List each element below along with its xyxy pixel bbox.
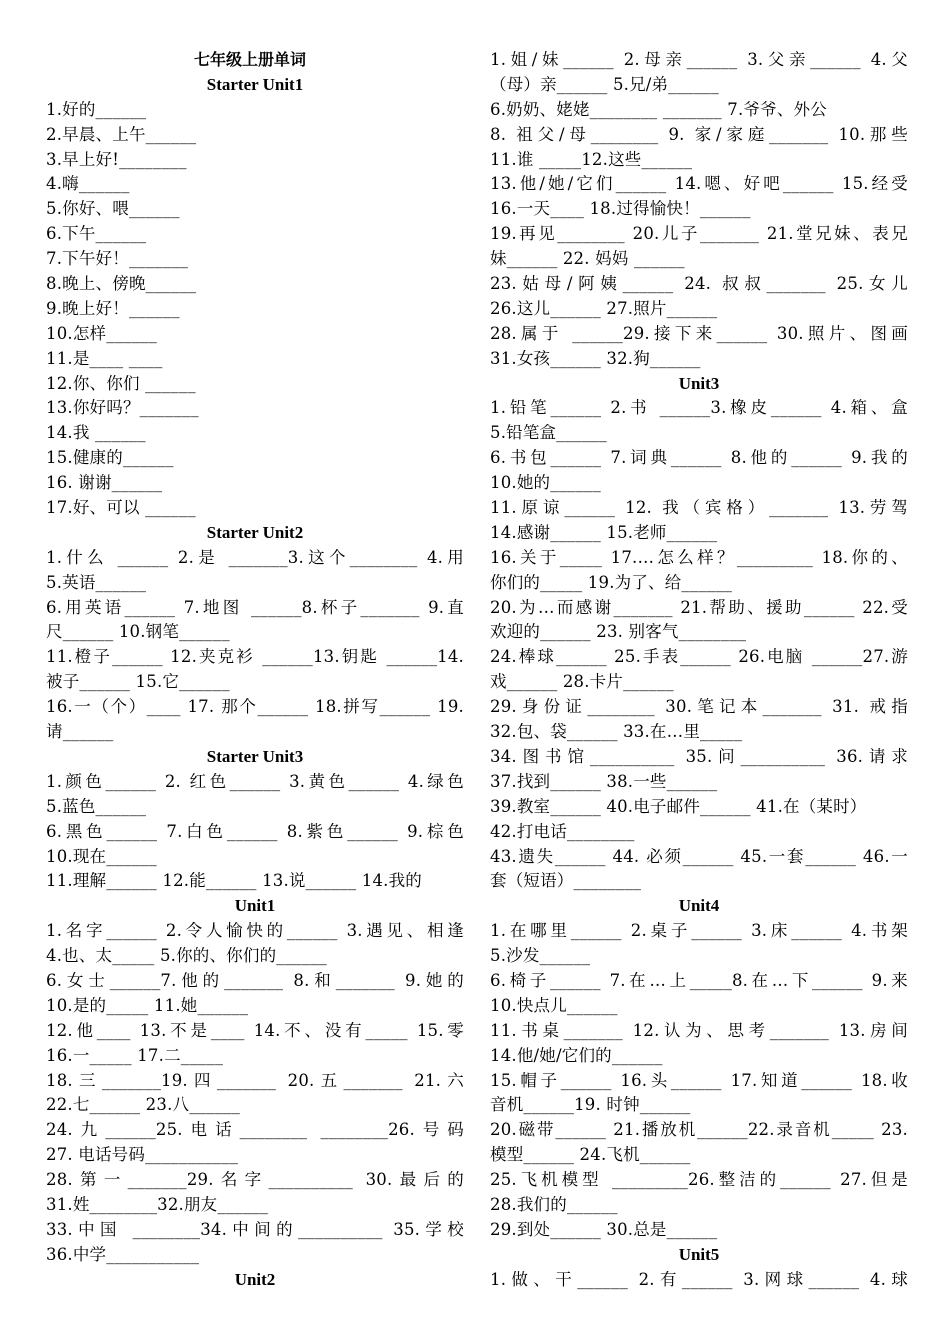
- vocab-line: 1.在哪里______ 2.桌子______ 3.床______ 4.书架: [490, 921, 908, 941]
- vocab-line: 28.第一_______29.名字__________ 30.最后的: [46, 1170, 464, 1190]
- vocab-line: 请______: [46, 722, 114, 742]
- vocab-line: 6.黑色______ 7.白色______ 8.紫色______ 9.棕色: [46, 821, 464, 841]
- vocab-line: 28.我们的______: [490, 1194, 618, 1214]
- vocab-line: 模型______ 24.飞机______: [490, 1145, 691, 1165]
- vocab-line: 24.九______25.电话________ ________26.号码: [46, 1120, 464, 1140]
- vocab-line: 26.这儿______ 27.照片______: [490, 298, 718, 318]
- vocab-line: 17.好、可以 ______: [46, 498, 196, 518]
- vocab-line: 5.蓝色______: [46, 796, 147, 816]
- vocab-line: 31.姓________32.朋友______: [46, 1194, 269, 1214]
- vocab-line: 39.教室______ 40.电子邮件______ 41.在（某时）: [490, 796, 867, 816]
- vocab-line: 29.到处______ 30.总是______: [490, 1219, 718, 1239]
- vocab-line: 34.图书馆__________ 35.问__________ 36.请求: [490, 746, 908, 766]
- unit-heading: Starter Unit3: [206, 746, 304, 766]
- vocab-line: 23.姑母/阿姨______ 24. 叔叔_______ 25.女儿: [490, 274, 908, 294]
- vocab-line: 16.关于_____ 17.…怎么样？_________ 18.你的、: [490, 547, 908, 567]
- vocab-line: 音机______19. 时钟______: [490, 1095, 691, 1115]
- vocab-line: 10.是的_____ 11.她______: [46, 995, 249, 1015]
- vocab-line: 11.书桌_______ 12.认为、思考_______ 13.房间: [490, 1020, 908, 1040]
- unit-heading: Unit3: [678, 373, 720, 393]
- vocab-line: 5.铅笔盒______: [490, 423, 607, 443]
- vocab-line: 16.一天____ 18.过得愉快！______: [490, 199, 751, 219]
- vocab-line: 1.名字______ 2.令人愉快的______ 3.遇见、相逢: [46, 921, 464, 941]
- vocab-line: 3.早上好!________: [46, 149, 187, 169]
- unit-heading: Starter Unit1: [206, 74, 304, 94]
- vocab-line: 11.橙子______ 12.夹克衫 ______13.钥匙 ______14.: [46, 647, 464, 667]
- vocab-line: 1.颜色______ 2. 红色______ 3.黄色______ 4.绿色: [46, 771, 464, 791]
- unit-heading: Unit4: [678, 896, 720, 916]
- vocab-line: 10.怎样______: [46, 323, 157, 343]
- vocab-line: 32.包、袋______ 33.在…里_____: [490, 722, 743, 742]
- vocab-line: 4.嗨______: [46, 174, 130, 194]
- unit-heading: Unit5: [678, 1244, 720, 1264]
- vocab-line: 6.书包______ 7.词典______ 8.他的______ 9.我的: [490, 448, 908, 468]
- vocab-line: 10.她的______: [490, 473, 601, 493]
- vocab-line: 6.椅子______ 7.在…上_____8.在…下______ 9.来: [490, 970, 908, 990]
- vocab-line: 1.什么 ______ 2.是 _______3.这个________ 4.用: [46, 547, 464, 567]
- vocab-line: 6.用英语______ 7.地图 ______8.杯子_______ 9.直: [46, 597, 464, 617]
- vocab-line: 8.晚上、傍晚______: [46, 274, 197, 294]
- vocab-line: 14.感谢______ 15.老师______: [490, 522, 718, 542]
- vocab-line: 12.你、你们 ______: [46, 373, 196, 393]
- vocab-line: 16.一_____ 17.二_____: [46, 1045, 224, 1065]
- vocab-line: 11.原谅______ 12. 我（宾格）_______ 13.劳驾: [490, 498, 908, 518]
- vocab-line: 15.健康的______: [46, 448, 174, 468]
- vocab-line: 14.他/她/它们的______: [490, 1045, 663, 1065]
- vocab-line: 7.下午好！_______: [46, 249, 189, 269]
- vocab-line: 11.理解______ 12.能______ 13.说______ 14.我的: [46, 871, 422, 891]
- vocab-line: 5.你好、喂______: [46, 199, 180, 219]
- vocab-line: 1.做、干______ 2.有______ 3.网球______ 4.球: [490, 1269, 908, 1289]
- vocab-line: 14.我 ______: [46, 423, 146, 443]
- vocab-line: 10.快点儿______: [490, 995, 618, 1015]
- vocab-line: 29.身份证________ 30.笔记本_______ 31. 戒指: [490, 697, 908, 717]
- vocab-line: 1.姐/妹______ 2.母亲______ 3.父亲______ 4.父: [490, 50, 908, 69]
- vocab-line: 36.中学___________: [46, 1244, 200, 1264]
- vocab-line: 15.帽子______ 16.头______ 17.知道______ 18.收: [490, 1070, 908, 1090]
- vocab-line: 22.七______ 23.八______: [46, 1095, 240, 1115]
- vocab-line: 19.再见________ 20.儿子_______ 21.堂兄妹、表兄: [490, 224, 908, 244]
- vocab-line: 18.三_______19.四_______ 20.五_______ 21.六: [46, 1070, 464, 1090]
- vocab-line: 11.谁 _____12.这些______: [490, 149, 693, 169]
- vocab-line: 25.飞机模型 _________26.整洁的______ 27.但是: [490, 1170, 908, 1190]
- vocab-line: 11.是____ ____: [46, 348, 163, 368]
- vocab-line: 24.棒球______ 25.手表______ 26.电脑 ______27.游: [490, 647, 908, 667]
- vocab-line: 42.打电话________: [490, 821, 635, 841]
- vocab-line: 被子______ 15.它______: [46, 672, 230, 692]
- vocab-line: 13.他/她/它们______ 14.嗯、好吧______ 15.经受: [490, 174, 908, 194]
- vocab-line: 12.他____ 13.不是____ 14.不、没有_____ 15.零: [46, 1020, 464, 1040]
- vocab-line: 6.女士______7.他的_______ 8.和_______ 9.她的: [46, 970, 464, 990]
- unit-heading: Unit2: [234, 1269, 276, 1289]
- vocab-line: 33.中国 ________34.中间的__________ 35.学校: [46, 1219, 464, 1239]
- vocab-line: 20.磁带______ 21.播放机______22.录音机_____ 23.: [490, 1120, 908, 1140]
- vocab-line: 8. 祖父/母________ 9. 家/家庭_______ 10.那些: [490, 124, 908, 144]
- vocab-line: 6.下午______: [46, 224, 147, 244]
- vocab-line: 套（短语）________: [490, 871, 642, 891]
- vocab-line: 妹______ 22. 妈妈 ______: [490, 249, 685, 269]
- vocab-line: 27. 电话号码___________: [46, 1145, 239, 1165]
- vocab-line: 9.晚上好！______: [46, 298, 180, 318]
- vocab-line: 戏______ 28.卡片______: [490, 672, 674, 692]
- vocab-line: （母）亲______ 5.兄/弟______: [490, 74, 719, 94]
- vocab-line: 13.你好吗？_______: [46, 398, 199, 418]
- vocab-line: 5.英语______: [46, 572, 147, 592]
- left-column: [46, 48, 464, 1293]
- vocab-line: 欢迎的______ 23. 别客气________: [490, 622, 747, 642]
- vocab-line: 6.奶奶、姥姥________ _______ 7.爷爷、外公: [490, 99, 827, 119]
- vocab-line: 28.属于 ______29.接下来______ 30.照片、图画: [490, 323, 908, 343]
- unit-heading: Starter Unit2: [206, 522, 304, 542]
- vocab-line: 43.遗失______ 44. 必须______ 45.一套______ 46.一: [490, 846, 908, 866]
- vocab-line: 2.早晨、上午______: [46, 124, 197, 144]
- vocab-line: 1.好的______: [46, 99, 147, 119]
- vocab-line: 20.为…而感谢_______ 21.帮助、援助______ 22.受: [490, 597, 908, 617]
- vocab-line: 4.也、太_____ 5.你的、你们的______: [46, 946, 327, 966]
- vocab-line: 31.女孩______ 32.狗______: [490, 348, 701, 368]
- vocab-line: 尺______ 10.钢笔______: [46, 622, 230, 642]
- vocab-line: 16.一（个）____ 17. 那个______ 18.拼写______ 19.: [46, 697, 464, 717]
- right-column: [490, 48, 908, 1293]
- vocab-line: 37.找到______ 38.一些______: [490, 771, 718, 791]
- page-title: 七年级上册单词: [193, 50, 306, 69]
- vocab-line: 16. 谢谢______: [46, 473, 163, 493]
- unit-heading: Unit1: [234, 896, 276, 916]
- vocab-line: 5.沙发______: [490, 946, 591, 966]
- vocab-line: 你们的_____ 19.为了、给______: [490, 572, 733, 592]
- vocab-line: 10.现在______: [46, 846, 157, 866]
- vocab-line: 1.铅笔______ 2.书 ______3.橡皮______ 4.箱、盒: [490, 398, 908, 418]
